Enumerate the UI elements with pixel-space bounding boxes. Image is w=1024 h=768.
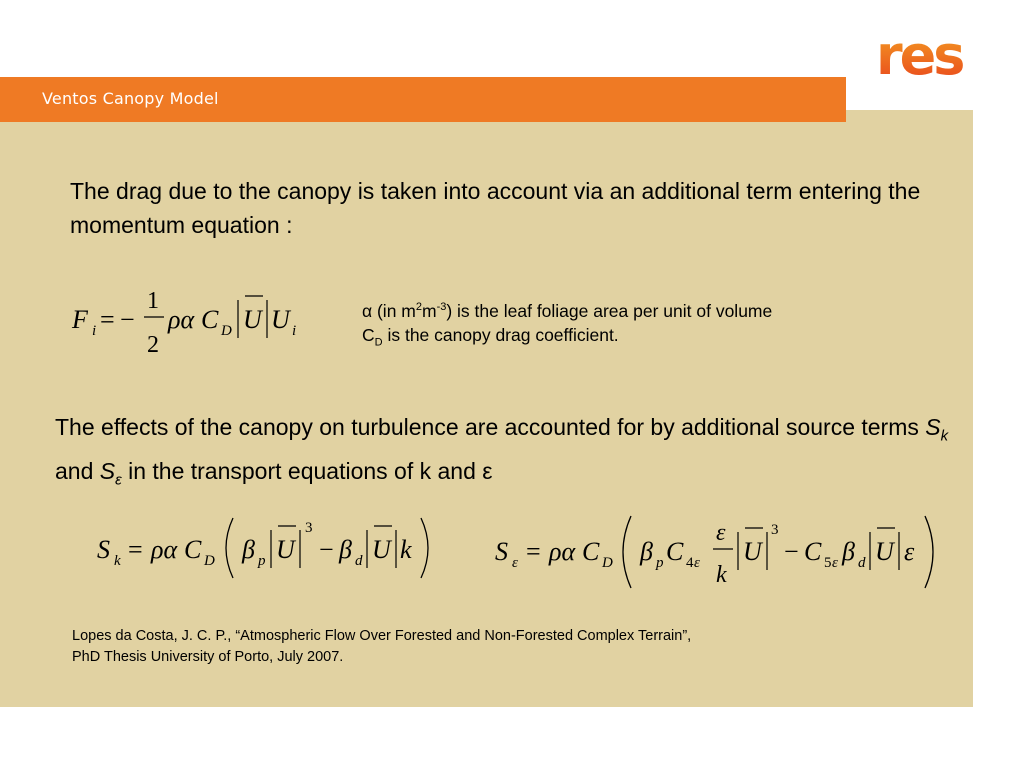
se-equation <box>493 512 953 596</box>
svg-text:β: β <box>339 535 352 564</box>
alpha-definition: α (in $m^2m^{-3}$) is the leaf foliage area per unit of volume <box>362 300 773 321</box>
svg-text:D: D <box>221 323 232 339</box>
svg-text:ε: ε <box>716 520 726 546</box>
svg-text:3: 3 <box>305 520 313 536</box>
svg-text:C: C <box>666 537 684 566</box>
svg-text:β: β <box>842 537 855 566</box>
sk-equation <box>95 512 455 592</box>
svg-text:k: k <box>114 553 121 569</box>
svg-text:ρα: ρα <box>549 537 576 566</box>
svg-text:3: 3 <box>771 522 779 538</box>
res-logo <box>876 28 976 80</box>
svg-text:k: k <box>716 562 727 588</box>
svg-text:U: U <box>243 305 262 334</box>
svg-text:5: 5 <box>824 555 832 571</box>
logo-text: res <box>876 28 963 80</box>
svg-text:−: − <box>120 305 135 334</box>
svg-text:U: U <box>276 535 295 564</box>
svg-text:p: p <box>258 553 266 569</box>
svg-text:U: U <box>743 537 762 566</box>
svg-text:i: i <box>292 323 297 339</box>
svg-text:ρα: ρα <box>151 535 178 564</box>
svg-text:d: d <box>355 553 363 569</box>
svg-text:=: = <box>128 535 143 564</box>
svg-text:1: 1 <box>147 288 159 314</box>
svg-text:ε: ε <box>832 555 838 571</box>
svg-text:k: k <box>400 535 412 564</box>
svg-text:C: C <box>804 537 822 566</box>
reference-citation <box>72 626 691 668</box>
reference-line-2: PhD Thesis University of Porto, July 2007. <box>72 649 344 665</box>
symbol-definitions <box>362 295 772 354</box>
svg-text:d: d <box>858 555 866 571</box>
svg-text:C: C <box>201 305 219 334</box>
turbulence-paragraph: The effects of the canopy on turbulence are accounted for by additional source terms $S_k$ and $S_\varepsilon$ in the transport equations of k and ε <box>55 414 949 489</box>
slide-title: Ventos Canopy Model <box>42 89 219 108</box>
svg-text:D: D <box>204 553 215 569</box>
drag-paragraph: The drag due to the canopy is taken into account via an additional term entering the momentum equation : <box>70 178 921 238</box>
reference-line-1: Lopes da Costa, J. C. P., “Atmospheric Flow Over Forested and Non-Forested Complex Terrain”, <box>72 628 692 644</box>
svg-text:U: U <box>875 537 894 566</box>
svg-text:−: − <box>784 537 799 566</box>
svg-text:U: U <box>271 305 290 334</box>
svg-text:F: F <box>72 305 88 334</box>
svg-text:ρα: ρα <box>168 305 195 334</box>
svg-text:C: C <box>184 535 202 564</box>
svg-text:β: β <box>640 537 653 566</box>
svg-text:p: p <box>656 555 664 571</box>
svg-text:=: = <box>100 305 115 334</box>
svg-text:S: S <box>97 535 110 564</box>
svg-text:U: U <box>372 535 391 564</box>
svg-text:4: 4 <box>686 555 694 571</box>
svg-text:D: D <box>602 555 613 571</box>
svg-text:S: S <box>495 537 508 566</box>
svg-text:β: β <box>242 535 255 564</box>
svg-text:=: = <box>526 537 541 566</box>
svg-text:−: − <box>319 535 334 564</box>
svg-text:ε: ε <box>512 555 518 571</box>
cd-definition: $C_D$ is the canopy drag coefficient. <box>362 324 619 349</box>
svg-text:C: C <box>582 537 600 566</box>
drag-force-equation <box>70 282 320 362</box>
svg-text:ε: ε <box>694 555 700 571</box>
svg-text:2: 2 <box>147 332 159 358</box>
svg-text:ε: ε <box>904 537 915 566</box>
svg-text:i: i <box>92 323 97 339</box>
